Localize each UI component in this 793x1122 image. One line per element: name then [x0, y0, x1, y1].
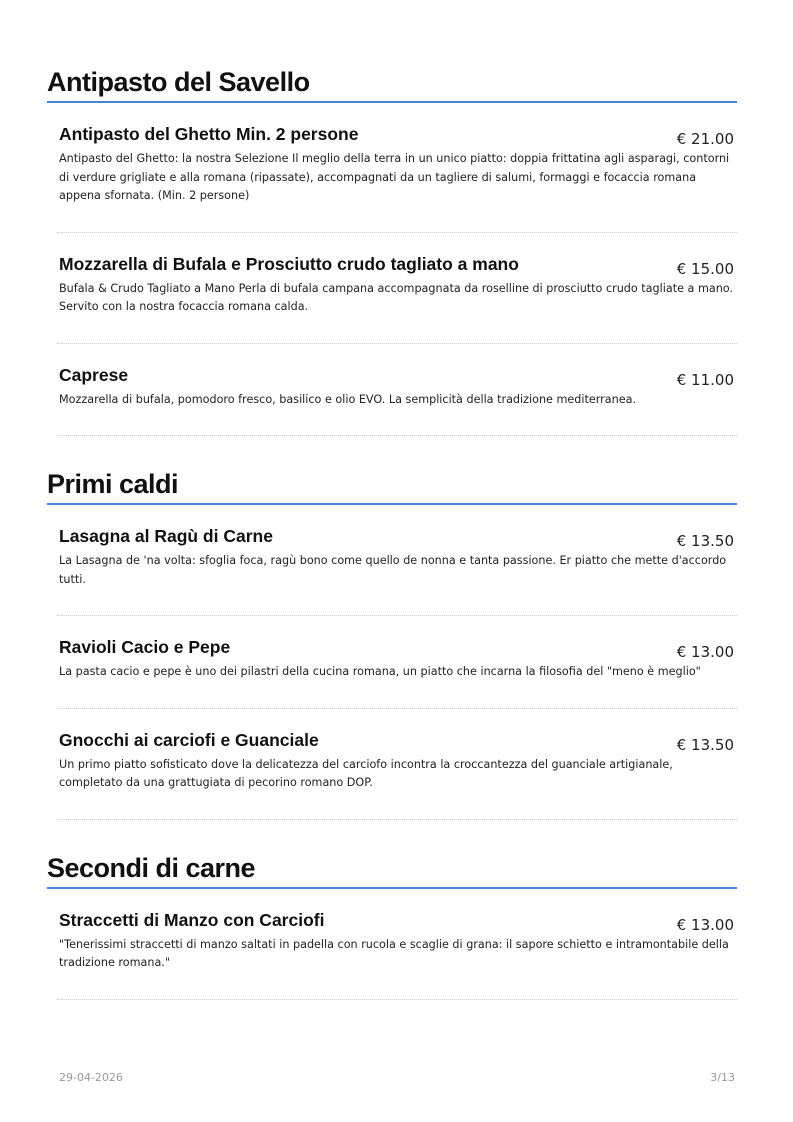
item-description: La pasta cacio e pepe è uno dei pilastri della cucina romana, un piatto che incarna la filosofia del "meno è meglio" [59, 665, 701, 678]
menu-section-secondi [47, 848, 737, 1000]
menu-item [57, 616, 737, 709]
item-price: € 11.00 [676, 370, 734, 389]
menu-item [57, 344, 737, 437]
item-price: € 13.50 [676, 532, 734, 550]
item-name: Antipasto del Ghetto Min. 2 persone [59, 124, 359, 144]
footer-date: 29-04-2026 [59, 1071, 123, 1084]
menu-item [57, 709, 737, 820]
item-price: € 13.50 [676, 735, 734, 754]
item-price: € 21.00 [676, 130, 734, 148]
item-name: Lasagna al Ragù di Carne [59, 526, 273, 546]
item-name: Caprese [59, 364, 129, 385]
menu-item [57, 103, 737, 233]
item-name: Mozzarella di Bufala e Prosciutto crudo tagliato a mano [59, 253, 519, 274]
item-name: Straccetti di Manzo con Carciofi [59, 909, 325, 930]
item-name: Gnocchi ai carciofi e Guanciale [59, 729, 319, 750]
item-description: "Tenerissimi straccetti di manzo saltati in padella con rucola e scaglie di grana: il sapore schietto e intramontabile della tradizione romana." [59, 937, 729, 969]
section-title: Secondi di carne [47, 848, 737, 889]
item-description: Mozzarella di bufala, pomodoro fresco, basilico e olio EVO. La semplicità della tradizione mediterranea. [59, 392, 636, 406]
item-description: Un primo piatto sofisticato dove la delicatezza del carciofo incontra la croccantezza del guanciale artigianale, completato da una grattugiata di pecorino romano DOP. [59, 757, 673, 789]
menu-page [47, 62, 737, 1000]
item-price: € 13.00 [676, 915, 734, 934]
item-name: Ravioli Cacio e Pepe [59, 637, 231, 657]
page-number: 3/13 [710, 1071, 735, 1084]
section-title: Antipasto del Savello [47, 62, 737, 103]
item-description: Antipasto del Ghetto: la nostra Selezione Il meglio della terra in un unico piatto: doppia frittatina agli asparagi, contorni di verdure grigliate e alla romana (ripassate), accompagnati da un tagliere di salumi, formaggi e focaccia romana appena sfornata. (Min. 2 persone) [59, 152, 730, 202]
menu-item [57, 889, 737, 1000]
menu-item [57, 233, 737, 344]
item-price: € 15.00 [676, 259, 734, 278]
menu-section-antipasti [47, 62, 737, 436]
section-title: Primi caldi [47, 464, 737, 505]
item-description: La Lasagna de 'na volta: sfoglia foca, ragù bono come quello de nonna e tanta passione. Er piatto che mette d'accordo tutti. [59, 554, 727, 586]
menu-item [57, 505, 737, 616]
item-price: € 13.00 [676, 643, 734, 661]
menu-section-primi [47, 464, 737, 820]
item-description: Bufala & Crudo Tagliato a Mano Perla di bufala campana accompagnata da roselline di prosciutto crudo tagliate a mano. Servito con la nostra focaccia romana calda. [59, 281, 733, 313]
